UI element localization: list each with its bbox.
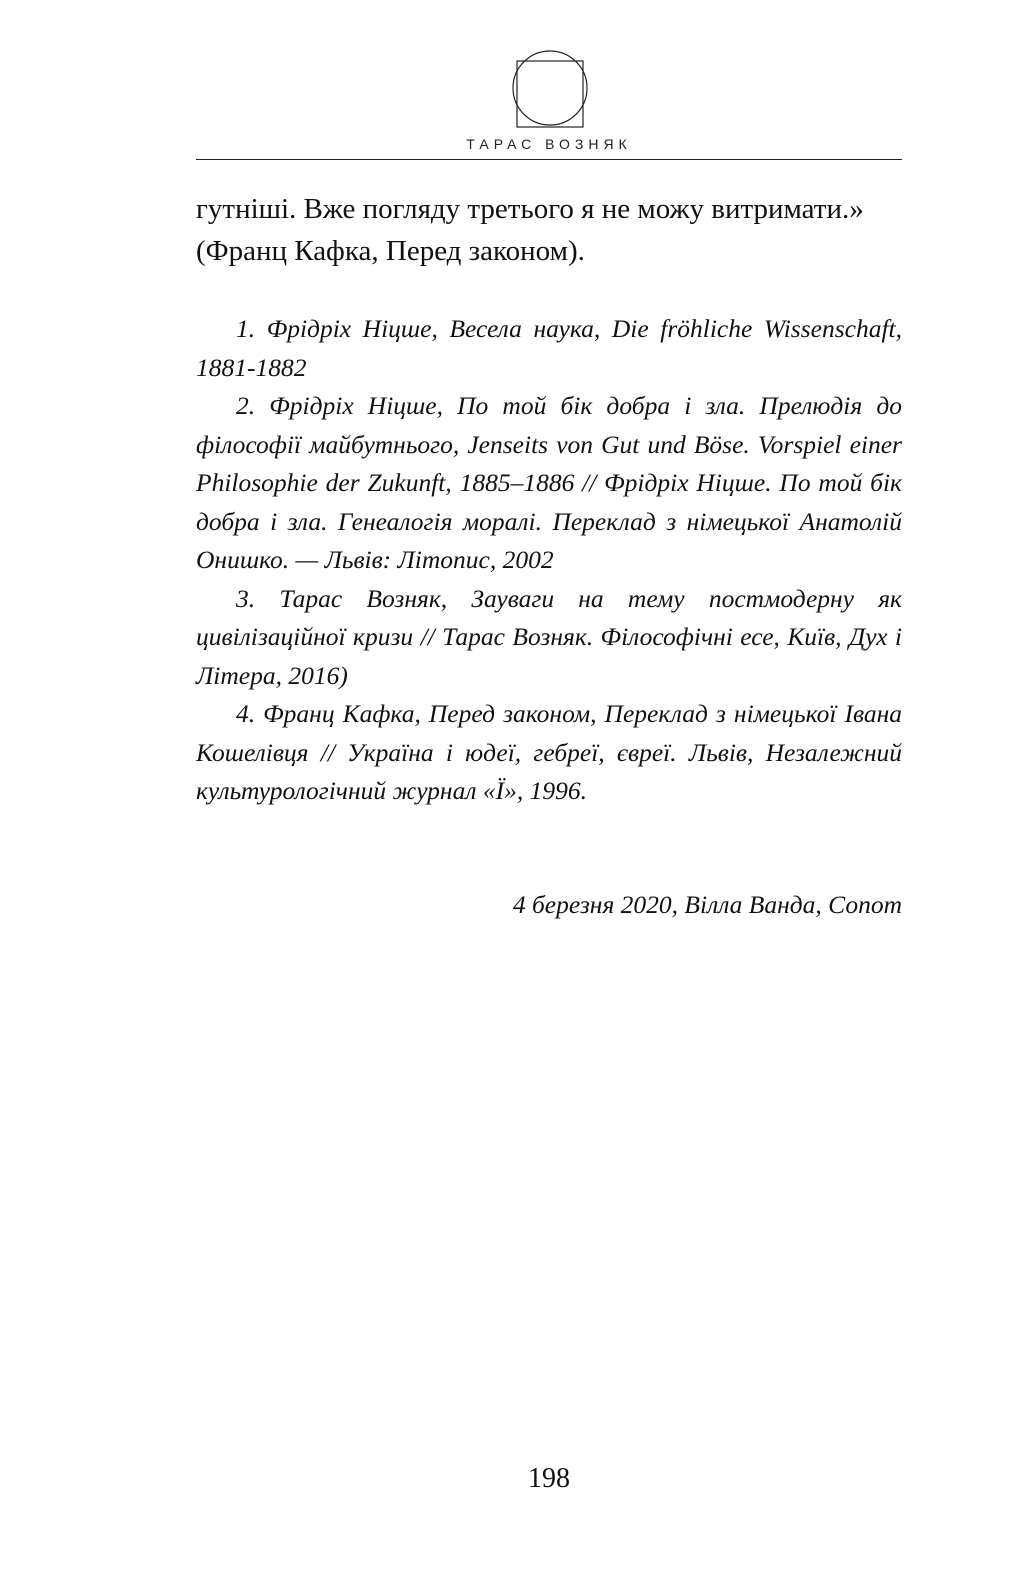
body-line: гутніші. Вже погляду третього я не можу витримати.» [196,193,864,225]
footnotes-list [196,310,902,811]
footnote-item: 4. Франц Кафка, Перед законом, Переклад з німецької Івана Кошелівця // Україна і юдеї, гебреї, євреї. Львів, Незалежний культурологічний журнал «Ї», 1996. [196,699,902,805]
body-text [196,188,902,272]
header-rule [196,159,902,160]
page-number: 198 [528,1463,570,1494]
footnote-item: 2. Фрідріх Ніцше, По той бік добра і зла. Прелюдія до філософії майбутнього, Jenseits von Gut und Böse. Vorspiel einer Philosophie der Zukunft, 1885–1886 // Фрідріх Ніцше. По той бік добра і зла. Генеалогія моралі. Переклад з німецької Анатолій Онишко. — Львів: Літопис, 2002 [196,391,902,574]
footnote-item: 1. Фрідріх Ніцше, Весела наука, Die fröhliche Wissenschaft, 1881-1882 [196,314,902,382]
date-place-signature: 4 березня 2020, Вілла Ванда, Сопот [512,890,902,919]
circle-square-logo-icon [510,48,590,128]
footnote-item: 3. Тарас Возняк, Зауваги на тему постмодерну як цивілізаційної кризи // Тарас Возняк. Філософічні есе, Київ, Дух і Літера, 2016) [196,583,902,690]
running-head: ТАРАС ВОЗНЯК [466,136,632,152]
body-line: (Франц Кафка, Перед законом). [196,235,585,267]
